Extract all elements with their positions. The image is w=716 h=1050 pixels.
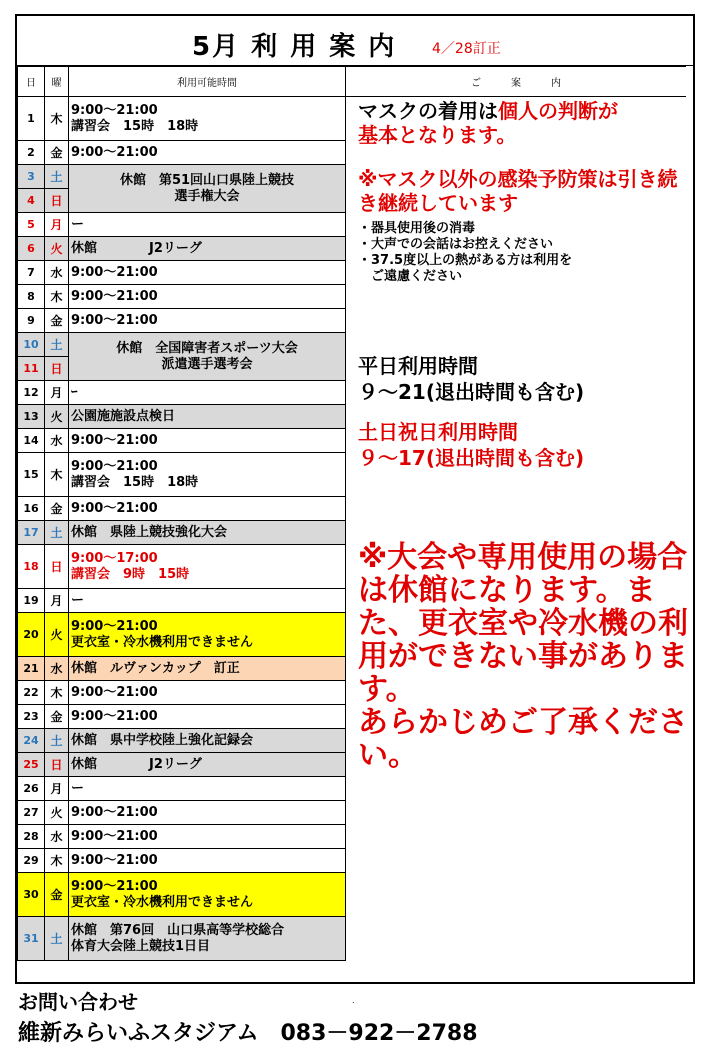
bullet-item: ・器具使用後の消毒 bbox=[358, 221, 476, 236]
hours-cell: ー bbox=[69, 213, 346, 237]
weekday-cell: 水 bbox=[45, 261, 69, 285]
weekday-cell: 木 bbox=[45, 453, 69, 497]
day-cell: 19 bbox=[18, 589, 45, 613]
day-cell: 4 bbox=[18, 189, 45, 213]
weekday-cell: 月 bbox=[45, 381, 69, 405]
weekday-cell: 日 bbox=[45, 753, 69, 777]
hours-cell: 9:00～21:00 bbox=[69, 429, 346, 453]
day-cell: 18 bbox=[18, 545, 45, 589]
day-cell: 14 bbox=[18, 429, 45, 453]
day-cell: 2 bbox=[18, 141, 45, 165]
weekday-cell: 水 bbox=[45, 825, 69, 849]
weekday-cell: 金 bbox=[45, 873, 69, 917]
day-cell: 12 bbox=[18, 381, 45, 405]
hours-cell: 休館 J2リーグ bbox=[69, 753, 346, 777]
bullet-item: ・37.5度以上の熱がある方は利用を ご遠慮ください bbox=[358, 253, 573, 284]
hours-cell: 公園施施設点検日 bbox=[69, 405, 346, 429]
weekday-cell: 火 bbox=[45, 405, 69, 429]
weekday-cell: 月 bbox=[45, 589, 69, 613]
revision-note: 4／28訂正 bbox=[432, 41, 501, 57]
weekday-cell: 木 bbox=[45, 97, 69, 141]
hours-cell: 9:00～21:00 bbox=[69, 849, 346, 873]
weekday-cell: 金 bbox=[45, 309, 69, 333]
page-title: 5月 利 用 案 内 bbox=[192, 32, 397, 62]
col-guide: ご 案 内 bbox=[346, 67, 687, 97]
hours-cell: 9:00～21:00 bbox=[69, 825, 346, 849]
weekday-cell: 火 bbox=[45, 613, 69, 657]
weekday-cell: 日 bbox=[45, 545, 69, 589]
day-cell: 26 bbox=[18, 777, 45, 801]
weekday-cell: 土 bbox=[45, 521, 69, 545]
weekday-cell: 土 bbox=[45, 333, 69, 357]
weekday-cell: 金 bbox=[45, 141, 69, 165]
weekday-cell: 火 bbox=[45, 237, 69, 261]
hours-cell: 休館 ルヴァンカップ 訂正 bbox=[69, 657, 346, 681]
weekday-hours: 平日利用時間 ９～21(退出時間も含む) bbox=[358, 354, 585, 404]
day-cell: 17 bbox=[18, 521, 45, 545]
weekday-cell: 土 bbox=[45, 917, 69, 961]
weekday-cell: 木 bbox=[45, 681, 69, 705]
hours-cell: 9:00～21:00 bbox=[69, 705, 346, 729]
hours-cell: 9:00～21:00 講習会 15時 18時 bbox=[69, 97, 346, 141]
day-cell: 10 bbox=[18, 333, 45, 357]
day-cell: 23 bbox=[18, 705, 45, 729]
mask-notice: マスクの着用は個人の判断が 基本となります。 bbox=[358, 99, 618, 147]
dot-mark: . bbox=[352, 996, 355, 1005]
schedule-sheet bbox=[15, 14, 695, 984]
hours-cell: 休館 第51回山口県陸上競技 選手権大会 bbox=[69, 165, 346, 213]
weekday-cell: 土 bbox=[45, 729, 69, 753]
col-day: 日 bbox=[18, 67, 45, 97]
day-cell: 31 bbox=[18, 917, 45, 961]
hours-cell: 休館 県陸上競技強化大会 bbox=[69, 521, 346, 545]
day-cell: 3 bbox=[18, 165, 45, 189]
day-cell: 8 bbox=[18, 285, 45, 309]
weekday-cell: 金 bbox=[45, 705, 69, 729]
hours-cell: ー bbox=[69, 777, 346, 801]
weekday-cell: 水 bbox=[45, 657, 69, 681]
infection-notice: ※マスク以外の感染予防策は引き続き継続しています bbox=[358, 167, 678, 215]
hours-cell: 9:00～21:00 bbox=[69, 309, 346, 333]
day-cell: 7 bbox=[18, 261, 45, 285]
day-cell: 20 bbox=[18, 613, 45, 657]
col-hours: 利用可能時間 bbox=[69, 67, 346, 97]
weekday-cell: 土 bbox=[45, 165, 69, 189]
weekday-cell: 火 bbox=[45, 801, 69, 825]
day-cell: 6 bbox=[18, 237, 45, 261]
closure-notice: ※大会や専用使用の場合は休館になります。また、更衣室や冷水機の利用ができない事があります。 あらかじめご了承ください。 bbox=[358, 540, 688, 773]
contact-label: お問い合わせ bbox=[18, 990, 138, 1014]
weekday-cell: 水 bbox=[45, 429, 69, 453]
day-cell: 11 bbox=[18, 357, 45, 381]
hours-cell: 9:00～21:00 更衣室・冷水機利用できません bbox=[69, 613, 346, 657]
bullet-item: ・大声での会話はお控えください bbox=[358, 237, 554, 252]
weekday-cell: 日 bbox=[45, 357, 69, 381]
day-cell: 29 bbox=[18, 849, 45, 873]
hours-cell: 休館 全国障害者スポーツ大会 派遣選手選考会 bbox=[69, 333, 346, 381]
hours-cell: 9:00～21:00 更衣室・冷水機利用できません bbox=[69, 873, 346, 917]
day-cell: 30 bbox=[18, 873, 45, 917]
bullet-list bbox=[358, 221, 572, 285]
day-cell: 28 bbox=[18, 825, 45, 849]
title-bar bbox=[17, 16, 693, 66]
weekend-hours: 土日祝日利用時間 ９～17(退出時間も含む) bbox=[358, 420, 585, 470]
day-cell: 22 bbox=[18, 681, 45, 705]
day-cell: 25 bbox=[18, 753, 45, 777]
weekday-cell: 木 bbox=[45, 285, 69, 309]
day-cell: 24 bbox=[18, 729, 45, 753]
day-cell: 1 bbox=[18, 97, 45, 141]
day-cell: 9 bbox=[18, 309, 45, 333]
day-cell: 27 bbox=[18, 801, 45, 825]
hours-cell: 休館 J2リーグ bbox=[69, 237, 346, 261]
hours-cell: 9:00～21:00 bbox=[69, 681, 346, 705]
day-cell: 21 bbox=[18, 657, 45, 681]
hours-cell: 9:00～21:00 bbox=[69, 497, 346, 521]
day-cell: 15 bbox=[18, 453, 45, 497]
day-cell: 13 bbox=[18, 405, 45, 429]
day-cell: 5 bbox=[18, 213, 45, 237]
weekday-cell: 木 bbox=[45, 849, 69, 873]
hours-cell: ー bbox=[69, 589, 346, 613]
hours-cell: 9:00～21:00 講習会 15時 18時 bbox=[69, 453, 346, 497]
hours-cell: ｰ bbox=[69, 381, 346, 405]
weekday-cell: 月 bbox=[45, 777, 69, 801]
col-weekday: 曜 bbox=[45, 67, 69, 97]
weekday-cell: 金 bbox=[45, 497, 69, 521]
hours-cell: 休館 第76回 山口県高等学校総合 体育大会陸上競技1日目 bbox=[69, 917, 346, 961]
stadium-phone: 維新みらいふスタジアム 083－922－2788 bbox=[18, 1021, 478, 1046]
table-header-row bbox=[18, 67, 687, 97]
day-cell: 16 bbox=[18, 497, 45, 521]
hours-cell: 9:00～21:00 bbox=[69, 261, 346, 285]
hours-cell: 休館 県中学校陸上強化記録会 bbox=[69, 729, 346, 753]
hours-cell: 9:00～21:00 bbox=[69, 141, 346, 165]
weekday-cell: 日 bbox=[45, 189, 69, 213]
hours-cell: 9:00～21:00 bbox=[69, 285, 346, 309]
hours-cell: 9:00～21:00 bbox=[69, 801, 346, 825]
hours-cell: 9:00～17:00 講習会 9時 15時 bbox=[69, 545, 346, 589]
weekday-cell: 月 bbox=[45, 213, 69, 237]
